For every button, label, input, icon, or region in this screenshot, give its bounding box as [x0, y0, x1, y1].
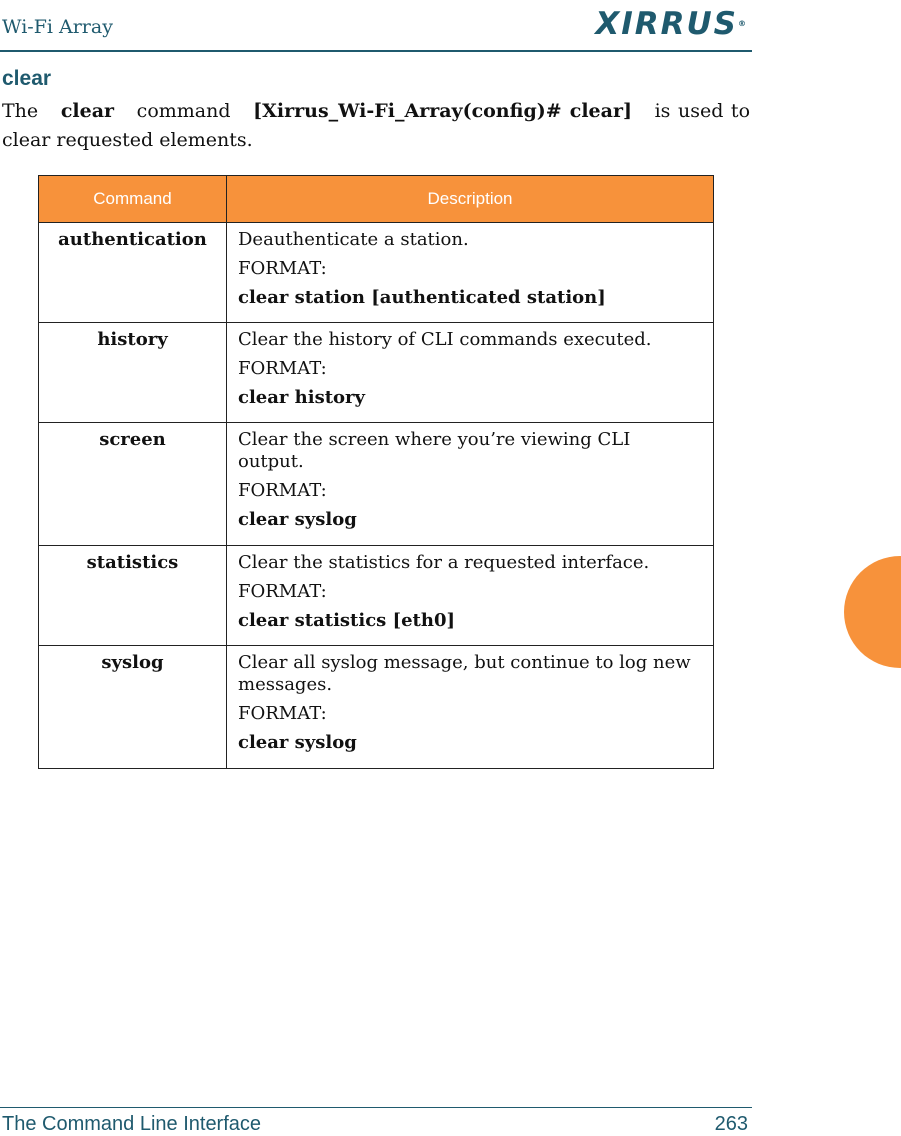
command-cell: statistics: [39, 546, 227, 646]
table-row: [39, 323, 714, 423]
format-syntax: clear syslog: [238, 509, 357, 530]
format-label: FORMAT:: [238, 703, 327, 724]
format-syntax: clear history: [238, 387, 365, 408]
table-row: [39, 646, 714, 769]
section-title: clear: [2, 67, 52, 90]
description-cell: [227, 423, 714, 546]
description-text: Clear the statistics for a requested interface.: [238, 552, 650, 573]
page-number: 263: [714, 1113, 748, 1135]
format-syntax: clear station [authenticated station]: [238, 287, 606, 308]
description-text: Clear the screen where you’re viewing CLI output.: [238, 429, 631, 472]
description-cell: [227, 646, 714, 769]
table-row: [39, 546, 714, 646]
table-row: [39, 223, 714, 323]
command-cell: syslog: [39, 646, 227, 769]
xirrus-logo: XIRRUS®: [595, 6, 748, 42]
description-cell: [227, 223, 714, 323]
format-label: FORMAT:: [238, 258, 327, 279]
page-footer: [0, 1107, 752, 1135]
description-text: Clear the history of CLI commands executed.: [238, 329, 652, 350]
chapter-tab-marker: [844, 556, 901, 668]
format-label: FORMAT:: [238, 480, 327, 501]
table-row: [39, 423, 714, 546]
intro-paragraph: The clear command [Xirrus_Wi-Fi_Array(config)# clear] is used to clear requested elements.: [2, 100, 751, 151]
format-label: FORMAT:: [238, 581, 327, 602]
command-cell: authentication: [39, 223, 227, 323]
column-header-description: Description: [227, 176, 714, 223]
format-label: FORMAT:: [238, 358, 327, 379]
description-cell: [227, 546, 714, 646]
command-cell: screen: [39, 423, 227, 546]
description-cell: [227, 323, 714, 423]
description-text: Deauthenticate a station.: [238, 229, 469, 250]
page-header: [0, 0, 752, 52]
command-cell: history: [39, 323, 227, 423]
table-header-row: [39, 176, 714, 223]
footer-chapter-title: The Command Line Interface: [2, 1113, 262, 1135]
column-header-command: Command: [39, 176, 227, 223]
header-title: Wi-Fi Array: [2, 16, 113, 38]
description-text: Clear all syslog message, but continue to log new messages.: [238, 652, 691, 695]
format-syntax: clear statistics [eth0]: [238, 610, 455, 631]
command-table: [38, 175, 714, 769]
format-syntax: clear syslog: [238, 732, 357, 753]
